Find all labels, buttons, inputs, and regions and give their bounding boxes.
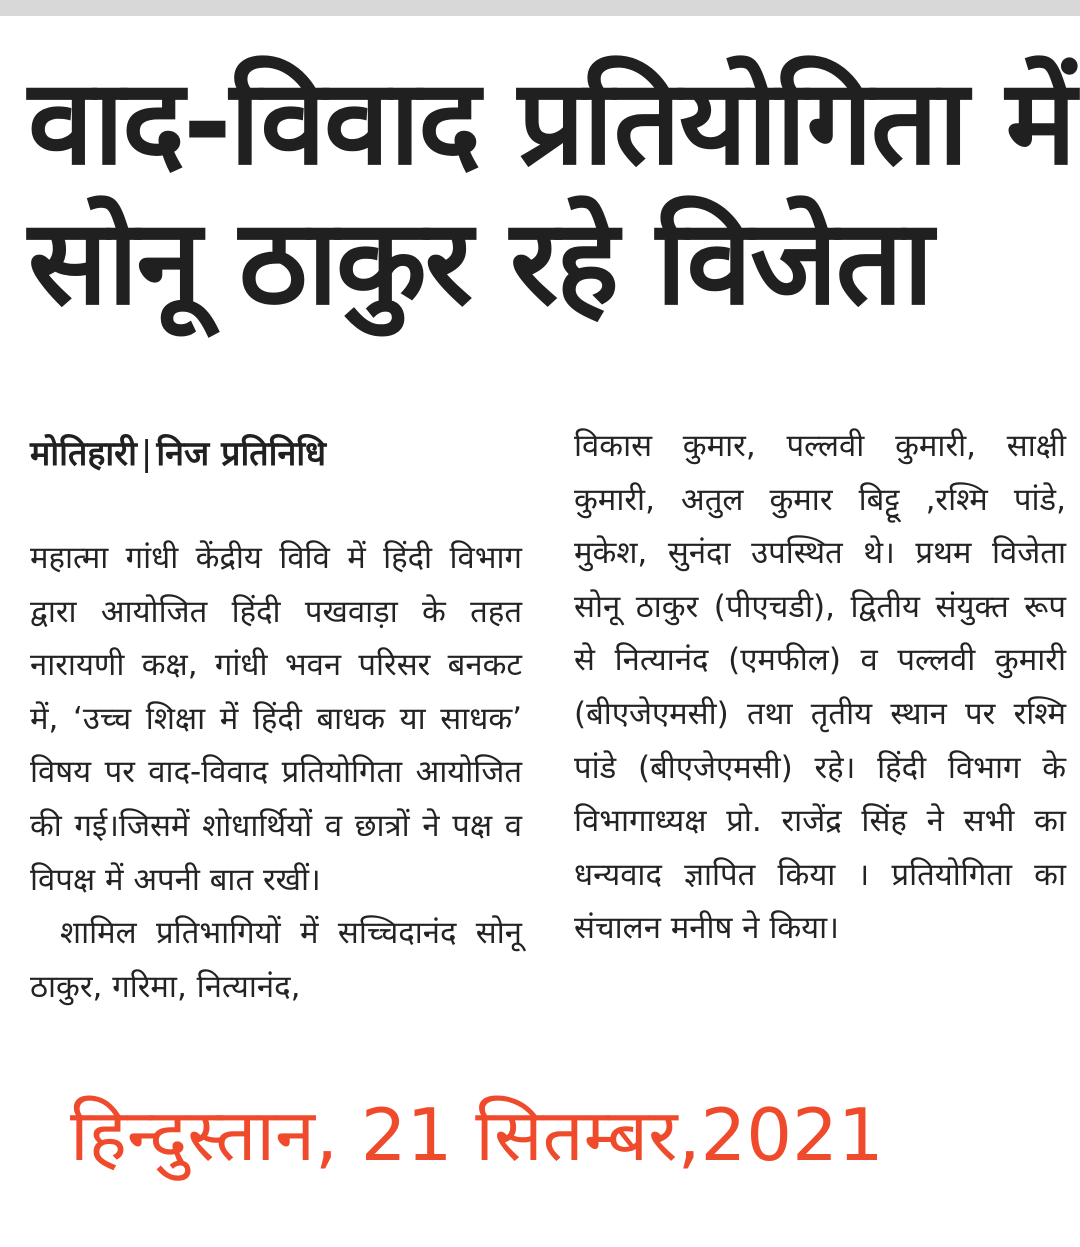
byline-reporter: निज प्रतिनिधि [156, 434, 327, 474]
headline-line-2: सोनू ठाकुर रहे विजेता [28, 193, 932, 331]
headline-line-1: वाद-विवाद प्रतियोगिता में [28, 53, 1075, 191]
article-paragraph-1: महात्मा गांधी केंद्रीय विवि में हिंदी विभाग द्वारा आयोजित हिंदी पखवाड़ा के तहत नारायणी कक्ष, गांधी भवन परिसर बनकट में, ‘उच्च शिक्षा में हिंदी बाधक या साधक’ विषय पर वाद-विवाद प्रतियोगिता आयोजित की गई।जिसमें शोधार्थियों व छात्रों ने पक्ष व विपक्ष में अपनी बात रखीं। [30, 540, 522, 898]
byline [30, 430, 326, 478]
article-column-right [574, 420, 1066, 956]
byline-separator: | [140, 434, 153, 474]
source-date-caption: हिन्दुस्तान, 21 सितम्बर,2021 [70, 1093, 884, 1177]
article-paragraph-2: शामिल प्रतिभागियों में सच्चिदानंद सोनू ठाकुर, गरिमा, नित्यानंद, [30, 915, 522, 1005]
article-paragraph-3: विकास कुमार, पल्लवी कुमारी, साक्षी कुमारी, अतुल कुमार बिट्टू ,रश्मि पांडे, मुकेश, सुनंदा उपस्थित थे। प्रथम विजेता सोनू ठाकुर (पीएचडी), द्वितीय संयुक्त रूप से नित्यानंद (एमफील) व पल्लवी कुमारी (बीएजेएमसी) तथा तृतीय स्थान पर रश्मि पांडे (बीएजेएमसी) रहे। हिंदी विभाग के विभागाध्यक्ष प्रो. राजेंद्र सिंह ने सभी का धन्यवाद ज्ञापित किया । प्रतियोगिता का संचालन मनीष ने किया। [574, 428, 1066, 947]
headline [28, 52, 1075, 332]
top-border-strip [0, 0, 1080, 16]
byline-place: मोतिहारी [30, 434, 137, 474]
article-column-left [30, 532, 522, 1014]
